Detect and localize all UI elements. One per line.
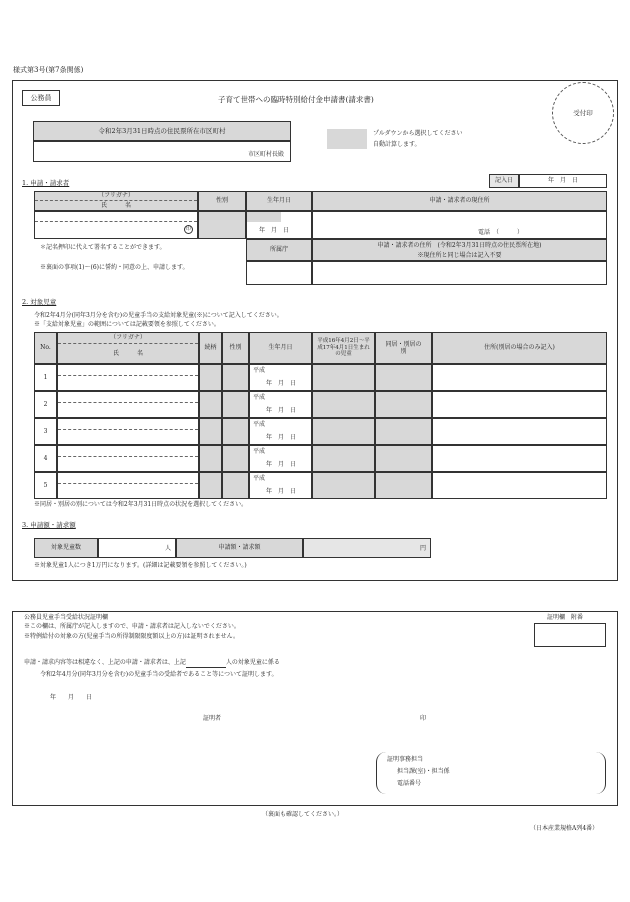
table-row [34,364,607,391]
child-born-range-select[interactable] [312,472,375,499]
cert-text1 [24,659,280,668]
affiliation-field[interactable] [246,261,312,285]
applicant-birth-value: 年 月 日 [259,226,290,234]
legend-pulldown: プルダウンから選択してください [373,130,463,137]
row-no: 2 [34,391,57,418]
child-name-field[interactable] [57,445,199,472]
table-row [34,391,607,418]
child-born-range-select[interactable] [312,445,375,472]
cert-note2: ※特例給付の対象の方(児童手当の所得制限限度額以上の方)は証明されません。 [24,633,240,640]
section1-heading: 1. 申請・請求者 [22,179,70,187]
child-relation-select[interactable] [199,472,222,499]
child-name-field[interactable] [57,472,199,499]
address-header: 申請・請求者の現住所 [312,191,607,211]
address-mar-note: ※現住所と同じ場合は記入不要 [417,251,502,259]
era-label: 平成 [253,448,266,455]
applicant-address-field[interactable] [312,211,607,239]
child-relation-select[interactable] [199,364,222,391]
col-birth: 生年月日 [249,332,312,364]
date-label: 年 月 日 [266,488,297,495]
child-born-range-select[interactable] [312,418,375,445]
child-birth-field[interactable] [249,472,312,499]
seal-mark: 印 [185,226,191,233]
child-gender-select[interactable] [222,472,249,499]
amount-field [303,538,431,558]
col-born-range: 平成16年4月2日〜平成17年4月1日生まれの児童 [312,332,375,364]
child-born-range-select[interactable] [312,364,375,391]
child-cohabitation-select[interactable] [375,364,432,391]
cert-title: 公務員児童手当受給状況証明欄 [24,614,109,621]
col-relation: 続柄 [199,332,222,364]
child-furigana-field[interactable] [58,419,198,430]
furigana-label: （フリガナ） [35,192,197,201]
child-address-field[interactable] [432,472,607,499]
col-cohabitation: 同居・別居の別 [375,332,432,364]
note-oath: ※裏面の事項(1)〜(6)に誓約・同意の上、申請します。 [40,264,189,271]
child-birth-field[interactable] [249,391,312,418]
section3-heading: 3. 申請額・請求額 [22,521,76,529]
cert-attach-label: 証明欄 附番 [547,614,584,621]
section2-intro2: ※「支給対象児童」の範囲については記載要領を参照してください。 [34,321,220,328]
contact-line1: 証明事務担当 [387,756,424,763]
child-address-field[interactable] [432,364,607,391]
municipality-field[interactable] [33,141,291,162]
date-label: 年 月 日 [266,461,297,468]
date-label: 年 月 日 [266,380,297,387]
section2-heading: 2. 対象児童 [22,298,57,306]
child-relation-select[interactable] [199,391,222,418]
child-birth-field[interactable] [249,418,312,445]
birth-header: 生年月日 [246,191,312,211]
footer-back-note: （裏面も確認してください。） [262,811,344,818]
reception-stamp: 受付印 [552,82,614,144]
child-furigana-field[interactable] [58,365,198,376]
applicant-furigana-field[interactable] [35,212,197,222]
child-cohabitation-select[interactable] [375,418,432,445]
child-name-field[interactable] [57,364,199,391]
cert-attach-field[interactable] [534,623,606,647]
era-label: 平成 [253,421,266,428]
entry-date-field[interactable]: 年 月 日 [519,174,607,188]
cert-text1-a: 申請・請求内容等は相違なく、上記の申請・請求者は、上記 [24,659,186,666]
row-no: 4 [34,445,57,472]
contact-line3: 電話番号 [397,780,422,787]
child-birth-field[interactable] [249,364,312,391]
child-count-unit: 人 [164,545,171,552]
child-relation-select[interactable] [199,445,222,472]
affiliation-header: 所属庁 [246,239,312,261]
child-count-label: 対象児童数 [34,538,98,558]
gender-header: 性別 [198,191,246,211]
form-title: 子育て世帯への臨時特別給付金申請書(請求書) [218,95,374,104]
child-count-field[interactable] [98,538,176,558]
era-label: 平成 [253,475,266,482]
child-address-field[interactable] [432,418,607,445]
address-mar-header [312,239,607,261]
era-label: 平成 [253,394,266,401]
note-signature: ＊記名押印に代えて署名することができます。 [40,244,166,251]
applicant-birth-field[interactable] [246,211,312,239]
child-relation-select[interactable] [199,418,222,445]
civil-servant-badge: 公務員 [22,90,60,106]
section2-intro1: 令和2年4月分(同年3月分を含む)の児童手当の支給対象児童(※)について記入してください。 [34,312,283,319]
child-gender-select[interactable] [222,418,249,445]
name-label: 氏 名 [100,201,131,209]
amount-label: 申請額・請求額 [176,538,303,558]
applicant-name-field[interactable] [34,211,198,239]
date-label: 年 月 日 [266,407,297,414]
child-gender-select[interactable] [222,391,249,418]
child-cohabitation-select[interactable] [375,445,432,472]
entry-date-label: 記入日 [489,174,519,188]
phone-label: 電話 （ ） [478,228,524,236]
col-furigana: （フリガナ） [58,333,198,344]
child-name-field[interactable] [57,391,199,418]
legend-swatch [327,129,367,149]
cert-text1-b: 人の対象児童に係る [225,659,280,666]
child-gender-select[interactable] [222,364,249,391]
child-furigana-field[interactable] [58,446,198,457]
name-header [34,191,198,211]
table-row [34,445,607,472]
section2-footnote: ※同居・別居の別については令和2年3月31日時点の状況を選択してください。 [34,501,248,508]
municipality-header: 令和2年3月31日時点の住民票所在市区町村 [33,121,291,141]
child-gender-select[interactable] [222,445,249,472]
contact-bracket [376,752,606,794]
amount-unit: 円 [419,545,426,552]
child-cohabitation-select[interactable] [375,391,432,418]
child-birth-field[interactable] [249,445,312,472]
legend-auto: 自動計算します。 [373,141,421,148]
cert-note1: ※この欄は、所属庁が記入しますので、申請・請求者は記入しないでください。 [24,623,240,630]
footer-paper-note: （日本産業規格A列4番） [530,825,599,832]
col-name [57,332,199,364]
col-child-address: 住所(別居の場合のみ記入) [432,332,607,364]
child-born-range-select[interactable] [312,391,375,418]
child-address-field[interactable] [432,445,607,472]
address-mar-label: 申請・請求者の住所 (令和2年3月31日時点の住民票所在地) [377,242,542,250]
contact-line2: 担当課(室)・担当係 [397,768,450,775]
section3-note: ※対象児童1人につき1万円になります。(詳細は記載要領を参照してください。) [34,562,247,569]
table-row [34,472,607,499]
col-no: No. [34,332,57,364]
col-name-label: 氏 名 [112,349,143,357]
form-number: 様式第3号(第7条関係) [13,66,84,74]
cert-count-field[interactable] [186,659,226,668]
date-label: 年 月 日 [266,434,297,441]
table-row [34,418,607,445]
row-no: 3 [34,418,57,445]
child-address-field[interactable] [432,391,607,418]
child-furigana-field[interactable] [58,473,198,484]
address-mar-field[interactable] [312,261,607,285]
child-furigana-field[interactable] [58,392,198,403]
cert-seal: 印 [420,715,427,722]
cert-text2: 令和2年4月分(同年3月分を含む)の児童手当の受給者であること等について証明します。 [40,671,278,678]
child-name-field[interactable] [57,418,199,445]
cert-date: 年 月 日 [50,694,93,701]
era-label: 平成 [253,367,266,374]
row-no: 1 [34,364,57,391]
birth-era-select[interactable] [247,212,281,222]
child-cohabitation-select[interactable] [375,472,432,499]
col-gender: 性別 [222,332,249,364]
applicant-gender-select[interactable] [198,211,246,239]
row-no: 5 [34,472,57,499]
mayor-salutation: 市区町村長殿 [247,150,284,158]
certifier-label: 証明者 [203,715,222,722]
